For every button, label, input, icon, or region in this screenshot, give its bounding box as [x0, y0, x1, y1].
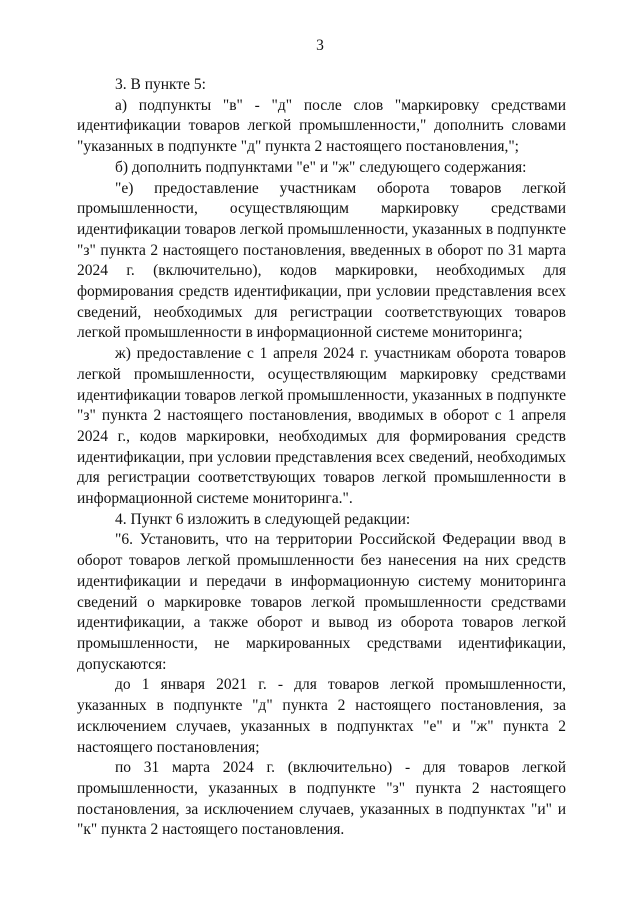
- paragraph-subitem-b: б) дополнить подпунктами "е" и "ж" следующего содержания:: [115, 158, 527, 176]
- paragraph-subitem-zh: ж) предоставление с 1 апреля 2024 г. участникам оборота товаров легкой промышленности, осуществляющим маркировку средствами идентификации товаров легкой промышленности, указанных в подпункте "з" пункта 2 настоящего постановления, вводимых в оборот с 1 апреля 2024 г., кодов маркировки, необходимых для формирования средств идентификации, при условии представления всех сведений, необходимых для регистрации соответствующих товаров легкой промышленности в информационной системе мониторинга.".: [77, 345, 566, 508]
- paragraph-item-6-text: "6. Установить, что на территории Российской Федерации ввод в оборот товаров легкой промышленности без нанесения на них средств идентификации и передачи в информационную систему мониторинга сведений о маркировке товаров легкой промышленности средствами идентификации, а также оборот и вывод из оборота товаров легкой промышленности, не маркированных средствами идентификации, допускаются:: [77, 531, 566, 673]
- paragraph-subitem-e: "е) предоставление участникам оборота товаров легкой промышленности, осуществляющим маркировку средствами идентификации товаров легкой промышленности, указанных в подпункте "з" пункта 2 настоящего постановления, введенных в оборот по 31 марта 2024 г. (включительно), кодов маркировки, необходимых для формирования средств идентификации, при условии представления всех сведений, необходимых для регистрации соответствующих товаров легкой промышленности в информационной системе мониторинга;: [77, 179, 566, 342]
- paragraph-until-2021: до 1 января 2021 г. - для товаров легкой промышленности, указанных в подпункте "д" пункта 2 настоящего постановления, за исключением случаев, указанных в подпунктах "е" и "ж" пункта 2 настоящего постановления;: [77, 676, 566, 756]
- document-body: [77, 75, 566, 841]
- paragraph-item-3-heading: 3. В пункте 5:: [115, 76, 206, 93]
- page-number: 3: [316, 37, 324, 54]
- paragraph-item-4-heading: 4. Пункт 6 изложить в следующей редакции:: [115, 510, 411, 528]
- paragraph-subitem-a: а) подпункты "в" - "д" после слов "маркировку средствами идентификации товаров легкой промышленности," дополнить словами "указанных в подпункте "д" пункта 2 настоящего постановления,";: [77, 96, 566, 156]
- paragraph-until-2024: по 31 марта 2024 г. (включительно) - для товаров легкой промышленности, указанных в подпункте "з" пункта 2 настоящего постановления, за исключением случаев, указанных в подпунктах "и" и "к" пункта 2 настоящего постановления.: [77, 759, 566, 839]
